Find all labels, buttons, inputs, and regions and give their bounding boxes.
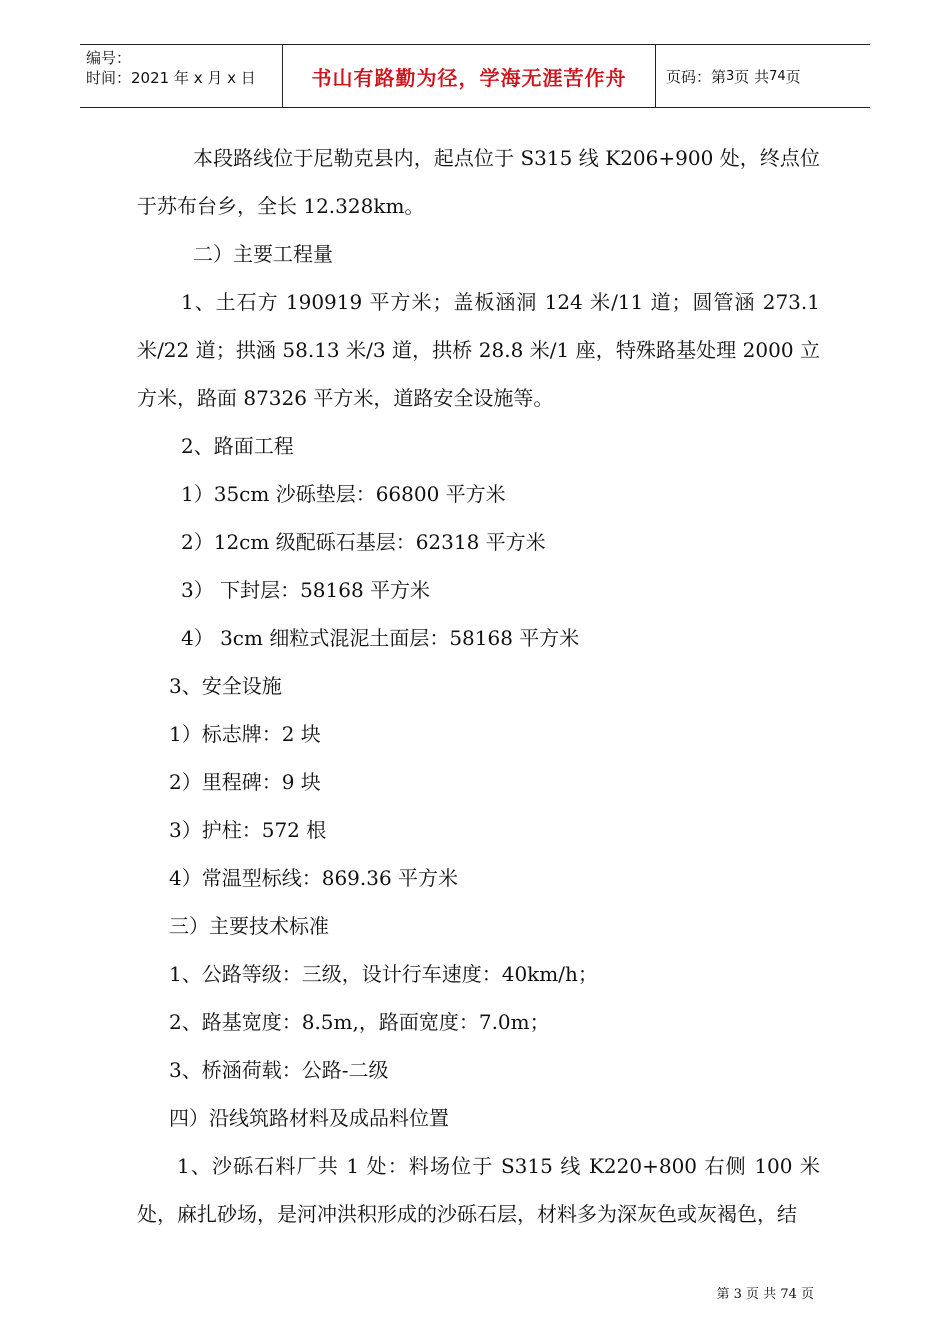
page-mid: 页 共 <box>734 67 770 86</box>
paragraph: 2）里程碑：9 块 <box>169 770 321 794</box>
paragraph: 1、公路等级：三级，设计行车速度：40km/h； <box>169 962 598 986</box>
paragraph: 四）沿线筑路材料及成品料位置 <box>169 1106 449 1130</box>
paragraph: 本段路线位于尼勒克县内，起点位于 S315 线 K206+900 处，终点位于苏布台乡，全长 12.328km。 <box>137 146 820 218</box>
paragraph: 2、路面工程 <box>181 434 294 458</box>
paragraph: 3） 下封层：58168 平方米 <box>181 578 431 602</box>
document-code-label: 编号： <box>86 49 132 67</box>
paragraph: 3、安全设施 <box>169 674 282 698</box>
page-suffix: 页 <box>785 67 801 86</box>
paragraph: 1）标志牌：2 块 <box>169 722 321 746</box>
paragraph: 2、路基宽度：8.5m,，路面宽度：7.0m； <box>169 1010 550 1034</box>
document-body <box>137 134 820 1238</box>
page-current: 3 <box>726 68 735 84</box>
paragraph: 二）主要工程量 <box>193 242 333 266</box>
paragraph: 1、土石方 190919 平方米；盖板涵洞 124 米/11 道；圆管涵 273.1 米/22 道；拱涵 58.13 米/3 道，拱桥 28.8 米/1 座，特殊路基处理 2000 立方米，路面 87326 平方米，道路安全设施等。 <box>137 290 820 410</box>
paragraph: 3、桥涵荷载：公路-二级 <box>169 1058 389 1082</box>
page-footer: 第 3 页 共 74 页 <box>716 1287 814 1302</box>
header-page-number <box>656 45 870 107</box>
paragraph: 4） 3cm 细粒式混泥土面层：58168 平方米 <box>181 626 580 650</box>
header-meta <box>80 45 283 107</box>
paragraph: 3）护柱：572 根 <box>169 818 327 842</box>
paragraph: 2）12cm 级配砾石基层：62318 平方米 <box>181 530 546 554</box>
document-date: 时间：2021 年 x 月 x 日 <box>86 69 256 87</box>
page-header <box>80 44 870 108</box>
header-motto: 书山有路勤为径，学海无涯苦作舟 <box>283 45 656 107</box>
page-total: 74 <box>769 68 786 84</box>
paragraph: 三）主要技术标准 <box>169 914 329 938</box>
paragraph: 1）35cm 沙砾垫层：66800 平方米 <box>181 482 506 506</box>
paragraph: 4）常温型标线：869.36 平方米 <box>169 866 459 890</box>
paragraph: 1、沙砾石料厂共 1 处：料场位于 S315 线 K220+800 右侧 100 米处，麻扎砂场，是河冲洪积形成的沙砾石层，材料多为深灰色或灰褐色，结 <box>137 1154 820 1226</box>
page-prefix: 页码：第 <box>666 67 727 86</box>
